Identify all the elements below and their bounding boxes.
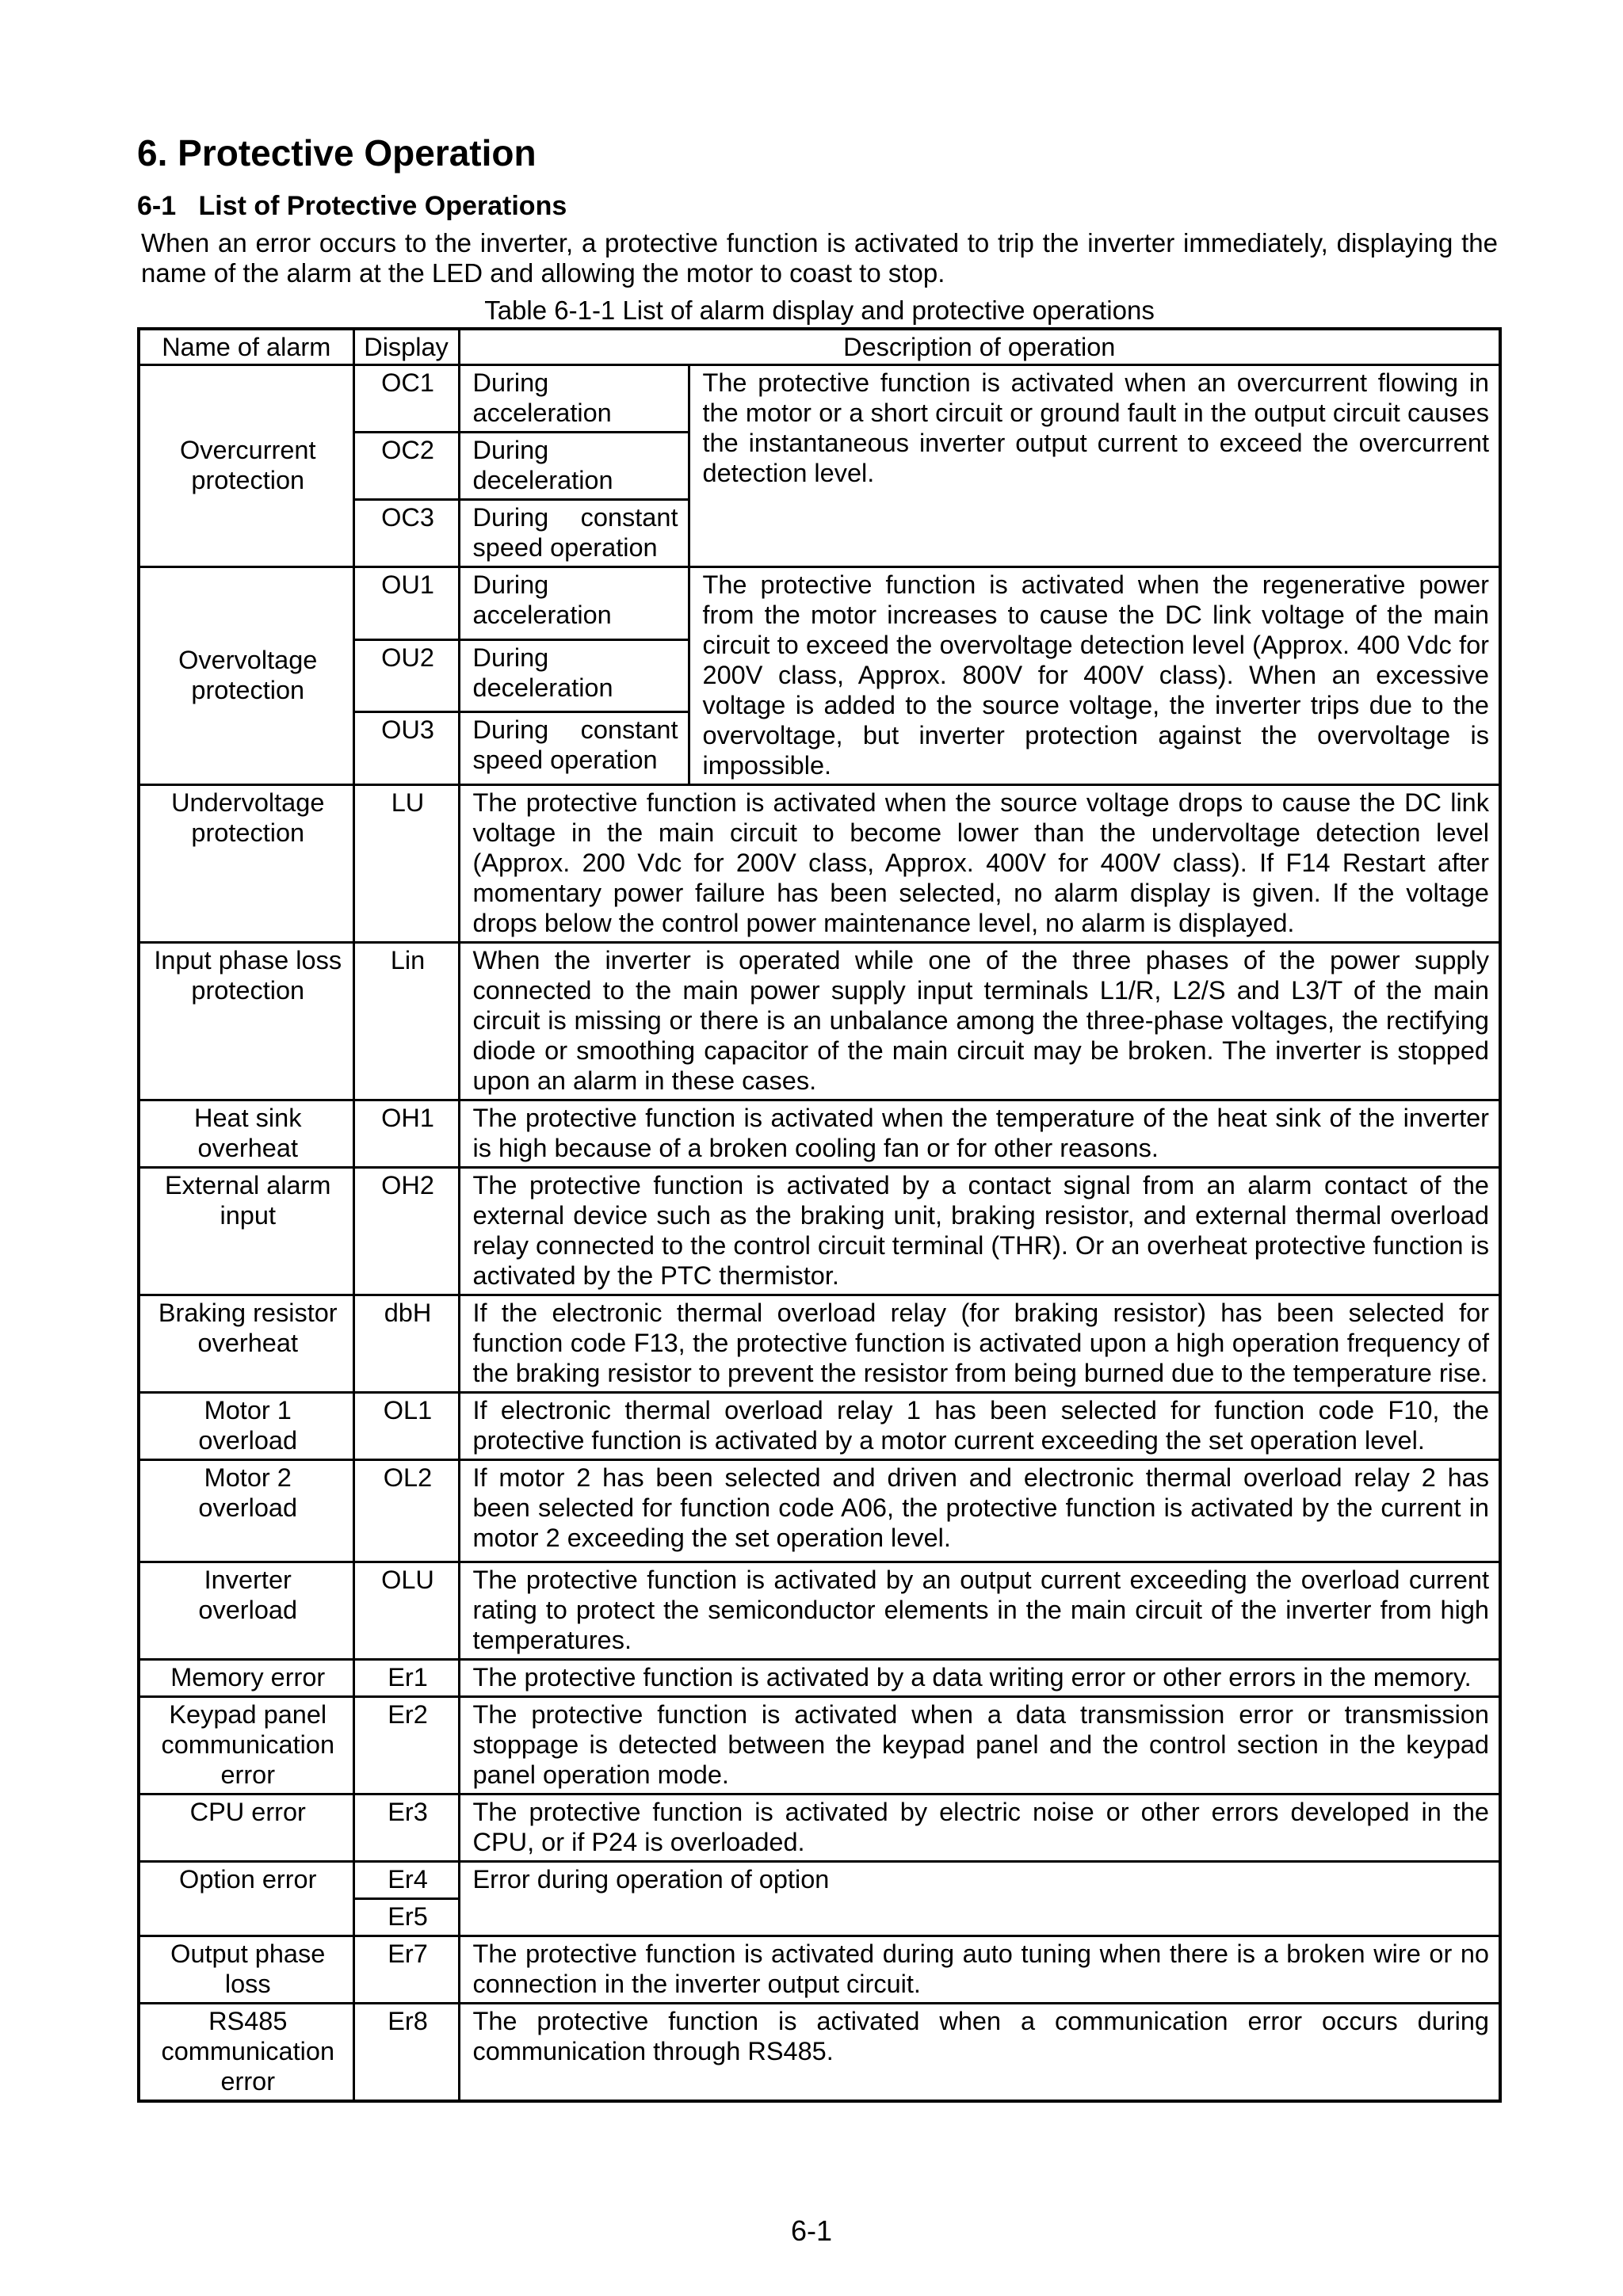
- alarm-description: The protective function is activated by a contact signal from an alarm contact of the external device such as the braking unit, braking resistor, and external thermal overload relay connected to the control circuit terminal (THR). Or an overheat protective function is activated by the PTC thermistor.: [459, 1168, 1500, 1295]
- alarm-code: OLU: [353, 1562, 459, 1660]
- table-row: [139, 1660, 1500, 1697]
- table-row: [139, 567, 1500, 640]
- alarm-description: If electronic thermal overload relay 1 has been selected for function code F10, the protective function is activated by a motor current exceeding the set operation level.: [459, 1393, 1500, 1460]
- table-row: [139, 1393, 1500, 1460]
- alarm-condition: During acceleration: [459, 365, 689, 433]
- alarm-description: Error during operation of option: [459, 1862, 1500, 1936]
- alarm-name: Overcurrent protection: [139, 365, 353, 567]
- table-row: [139, 1460, 1500, 1562]
- alarm-code: Er8: [353, 2004, 459, 2102]
- alarm-name: CPU error: [139, 1794, 353, 1862]
- alarm-description: The protective function is activated when the source voltage drops to cause the DC link voltage in the main circuit to become lower than the undervoltage detection level (Approx. 200 Vdc for 200V class, Approx. 400V for 400V class). If F14 Restart after momentary power failure has been selected, no alarm display is given. If the voltage drops below the control power maintenance level, no alarm is displayed.: [459, 785, 1500, 943]
- table-row: [139, 1295, 1500, 1393]
- alarm-description: The protective function is activated during auto tuning when there is a broken wire or no connection in the inverter output circuit.: [459, 1936, 1500, 2004]
- table-row: [139, 1697, 1500, 1794]
- alarm-code: Er1: [353, 1660, 459, 1697]
- alarm-description: If the electronic thermal overload relay (for braking resistor) has been selected for function code F13, the protective function is activated upon a high operation frequency of the braking resistor to prevent the resistor from being burned due to the temperature rise.: [459, 1295, 1500, 1393]
- table-row: [139, 1100, 1500, 1168]
- alarm-description: The protective function is activated when the regenerative power from the motor increases to cause the DC link voltage of the main circuit to exceed the overvoltage detection level (Approx. 400 Vdc for 200V class, Approx. 800V for 400V class). When an excessive voltage is added to the source voltage, the inverter trips due to the overvoltage, but inverter protection against the overvoltage is impossible.: [689, 567, 1500, 785]
- alarm-code: Er3: [353, 1794, 459, 1862]
- alarm-condition: During constant speed operation: [459, 712, 689, 785]
- table-row: [139, 785, 1500, 943]
- alarm-name: Inverter overload: [139, 1562, 353, 1660]
- alarm-code: Er4: [353, 1862, 459, 1899]
- table-header-row: [139, 329, 1500, 365]
- alarm-condition: During acceleration: [459, 567, 689, 640]
- table-row: [139, 1168, 1500, 1295]
- table-row: [139, 1562, 1500, 1660]
- alarm-condition: During deceleration: [459, 639, 689, 712]
- alarm-code: OU2: [353, 639, 459, 712]
- alarm-code: Er7: [353, 1936, 459, 2004]
- alarm-description: The protective function is activated by electric noise or other errors developed in the CPU, or if P24 is overloaded.: [459, 1794, 1500, 1862]
- alarm-name: Undervoltage protection: [139, 785, 353, 943]
- alarm-table: [137, 327, 1502, 2103]
- alarm-code: OL2: [353, 1460, 459, 1562]
- intro-paragraph: When an error occurs to the inverter, a protective function is activated to trip the inverter immediately, displaying the name of the alarm at the LED and allowing the motor to coast to stop.: [141, 228, 1498, 288]
- alarm-name: RS485 communication error: [139, 2004, 353, 2102]
- alarm-code: OH2: [353, 1168, 459, 1295]
- alarm-code: OC2: [353, 433, 459, 500]
- alarm-code: LU: [353, 785, 459, 943]
- col-header-description: Description of operation: [459, 329, 1500, 365]
- alarm-name: Input phase loss protection: [139, 943, 353, 1100]
- alarm-code: OH1: [353, 1100, 459, 1168]
- alarm-description: The protective function is activated when an overcurrent flowing in the motor or a short circuit or ground fault in the output circuit causes the instantaneous inverter output current to exceed the overcurrent detection level.: [689, 365, 1500, 567]
- subsection-heading: 6-1 List of Protective Operations: [137, 191, 567, 221]
- alarm-description: The protective function is activated when a data transmission error or transmission stoppage is detected between the keypad panel and the control section in the keypad panel operation mode.: [459, 1697, 1500, 1794]
- alarm-description: When the inverter is operated while one of the three phases of the power supply connected to the main power supply input terminals L1/R, L2/S and L3/T of the main circuit is missing or there is an unbalance among the three-phase voltages, the rectifying diode or smoothing capacitor of the main circuit may be broken. The inverter is stopped upon an alarm in these cases.: [459, 943, 1500, 1100]
- alarm-code: Lin: [353, 943, 459, 1100]
- page-number: 6-1: [790, 2214, 833, 2247]
- alarm-name: Braking resistor overheat: [139, 1295, 353, 1393]
- table-row: [139, 2004, 1500, 2102]
- table-row: [139, 365, 1500, 433]
- alarm-condition: During deceleration: [459, 433, 689, 500]
- alarm-name: Overvoltage protection: [139, 567, 353, 785]
- alarm-code: Er5: [353, 1899, 459, 1936]
- alarm-code: Er2: [353, 1697, 459, 1794]
- alarm-code: OL1: [353, 1393, 459, 1460]
- alarm-description: The protective function is activated by an output current exceeding the overload current rating to protect the semiconductor elements in the main circuit of the inverter from high temperatures.: [459, 1562, 1500, 1660]
- alarm-code: OU1: [353, 567, 459, 640]
- alarm-description: The protective function is activated when the temperature of the heat sink of the inverter is high because of a broken cooling fan or for other reasons.: [459, 1100, 1500, 1168]
- col-header-display: Display: [353, 329, 459, 365]
- table-row: [139, 1862, 1500, 1899]
- alarm-description: If motor 2 has been selected and driven and electronic thermal overload relay 2 has been selected for function code A06, the protective function is activated by the current in motor 2 exceeding the set operation level.: [459, 1460, 1500, 1562]
- alarm-name: Keypad panel communication error: [139, 1697, 353, 1794]
- alarm-code: OC3: [353, 500, 459, 567]
- alarm-code: OC1: [353, 365, 459, 433]
- table-row: [139, 1936, 1500, 2004]
- table-caption: Table 6-1-1 List of alarm display and protective operations: [484, 296, 1155, 325]
- alarm-condition: During constant speed operation: [459, 500, 689, 567]
- alarm-code: OU3: [353, 712, 459, 785]
- table-row: [139, 1794, 1500, 1862]
- table-row: [139, 943, 1500, 1100]
- alarm-name: Motor 1 overload: [139, 1393, 353, 1460]
- alarm-name: Motor 2 overload: [139, 1460, 353, 1562]
- alarm-description: The protective function is activated by a data writing error or other errors in the memory.: [459, 1660, 1500, 1697]
- alarm-name: Heat sink overheat: [139, 1100, 353, 1168]
- alarm-name: Option error: [139, 1862, 353, 1936]
- section-heading: 6. Protective Operation: [137, 132, 537, 174]
- alarm-name: External alarm input: [139, 1168, 353, 1295]
- alarm-description: The protective function is activated when a communication error occurs during communication through RS485.: [459, 2004, 1500, 2102]
- col-header-name: Name of alarm: [139, 329, 353, 365]
- alarm-name: Output phase loss: [139, 1936, 353, 2004]
- alarm-code: dbH: [353, 1295, 459, 1393]
- alarm-name: Memory error: [139, 1660, 353, 1697]
